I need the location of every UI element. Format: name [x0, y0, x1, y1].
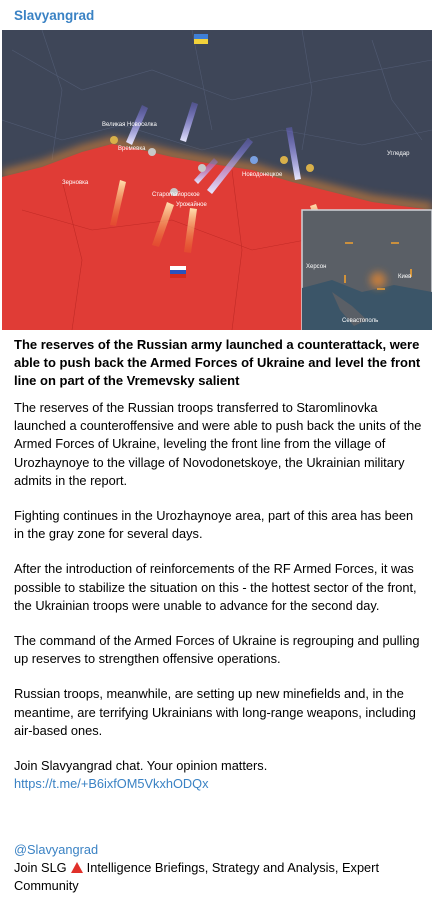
map-label-urozhaynoe: Урожайное: [176, 202, 207, 208]
map-label-ugledar: Угледар: [387, 151, 410, 157]
paragraph-2: Fighting continues in the Urozhaynoye area, part of this area has been in the gray zone for several days.: [14, 508, 414, 542]
channel-name[interactable]: Slavyangrad: [14, 8, 95, 23]
inset-label-sevastopol: Севастополь: [342, 318, 379, 324]
map-label-staromaiorskoe: Староmайорское: [152, 192, 200, 198]
map-label-novodonetskoe: Новодонецкое: [242, 172, 283, 178]
paragraph-5: Russian troops, meanwhile, are setting up new minefields and, in the meantime, are terrifying Ukrainians with long-range weapons, including air-based ones.: [14, 686, 416, 738]
map-label-velikaya-novoselka: Великая Новоселка: [102, 122, 157, 128]
inset-overview-map: [302, 210, 432, 330]
inset-label-kiev: Киев: [398, 274, 412, 280]
ukraine-flag-icon: [194, 34, 208, 44]
post-footer: [14, 841, 422, 896]
paragraph-4: The command of the Armed Forces of Ukraine is regrouping and pulling up reserves to strengthen offensive operations.: [14, 633, 420, 667]
frontline-map: [2, 30, 432, 330]
channel-handle-link[interactable]: @Slavyangrad: [14, 842, 99, 857]
post-headline: The reserves of the Russian army launched a counterattack, were able to push back the Armed Forces of Ukraine and level the front line on part of the Vremevsky salient: [14, 337, 421, 388]
paragraph-3: After the introduction of reinforcements of the RF Armed Forces, it was possible to stabilize the situation on this - the hottest sector of the front, the Ukrainian troops were unable to advance for the second day.: [14, 561, 417, 613]
join-link[interactable]: https://t.me/+B6ixfOM5VkxhODQx: [14, 776, 209, 792]
inset-label-kherson: Херсон: [306, 264, 327, 270]
paragraph-1: The reserves of the Russian troops transferred to Staromlinovka launched a counteroffensive and were able to push back the units of the Armed Forces of Ukraine, leveling the front line from the village of Urozhaynoye to the village of Novodonetskoye, the Ukrainian military admits in the report.: [14, 400, 422, 488]
footer-suffix: Intelligence Briefings, Strategy and Analysis, Expert Community: [14, 860, 379, 894]
join-text: Join Slavyangrad chat. Your opinion matters.: [14, 758, 268, 774]
map-label-zernovka: Зерновка: [62, 180, 89, 186]
message-body: [14, 336, 422, 793]
map-label-vremevka: Времевка: [118, 146, 146, 152]
red-triangle-icon: [71, 862, 83, 873]
map-image[interactable]: [2, 30, 432, 330]
footer-prefix: Join SLG: [14, 860, 67, 876]
join-paragraph: [14, 757, 422, 793]
russia-flag-icon: [170, 266, 186, 278]
